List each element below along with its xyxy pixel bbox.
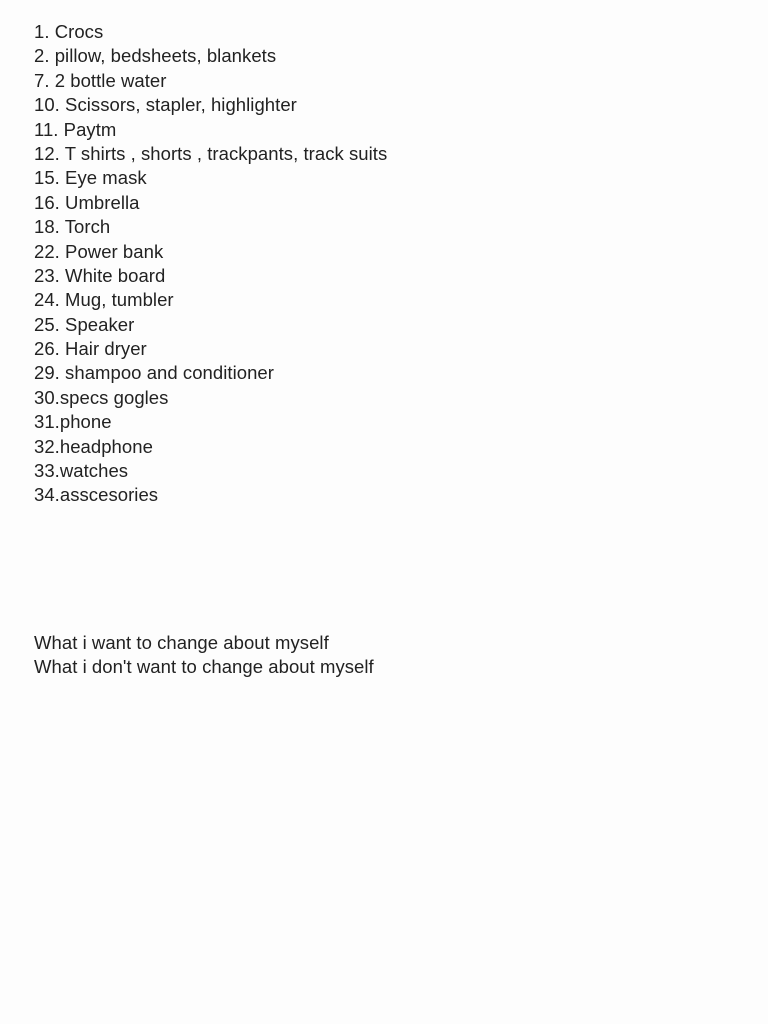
list-item: 32.headphone	[34, 435, 153, 457]
list-item: 2. pillow, bedsheets, blankets	[34, 45, 277, 67]
list-item: 33.watches	[34, 460, 129, 482]
reflection-lines	[34, 631, 734, 680]
packing-list	[34, 20, 734, 508]
list-item: 26. Hair dryer	[34, 338, 147, 360]
list-item: 15. Eye mask	[34, 167, 147, 189]
list-item: 22. Power bank	[34, 240, 164, 262]
list-item: 34.asscesories	[34, 484, 159, 506]
text-line-change: What i want to change about myself	[34, 632, 329, 653]
list-item: 1. Crocs	[34, 21, 104, 42]
list-item: 18. Torch	[34, 216, 111, 238]
list-item: 16. Umbrella	[34, 191, 140, 213]
list-item: 25. Speaker	[34, 313, 135, 335]
list-item: 10. Scissors, stapler, highlighter	[34, 94, 297, 116]
list-item: 11. Paytm	[34, 118, 117, 140]
list-item: 12. T shirts , shorts , trackpants, track suits	[34, 142, 388, 164]
text-line-keep: What i don't want to change about myself	[34, 656, 374, 678]
list-item: 7. 2 bottle water	[34, 69, 167, 91]
list-item: 24. Mug, tumbler	[34, 289, 174, 311]
list-item: 31.phone	[34, 411, 112, 433]
list-item: 29. shampoo and conditioner	[34, 362, 274, 384]
list-item: 30.specs gogles	[34, 386, 169, 408]
list-item: 23. White board	[34, 264, 166, 286]
